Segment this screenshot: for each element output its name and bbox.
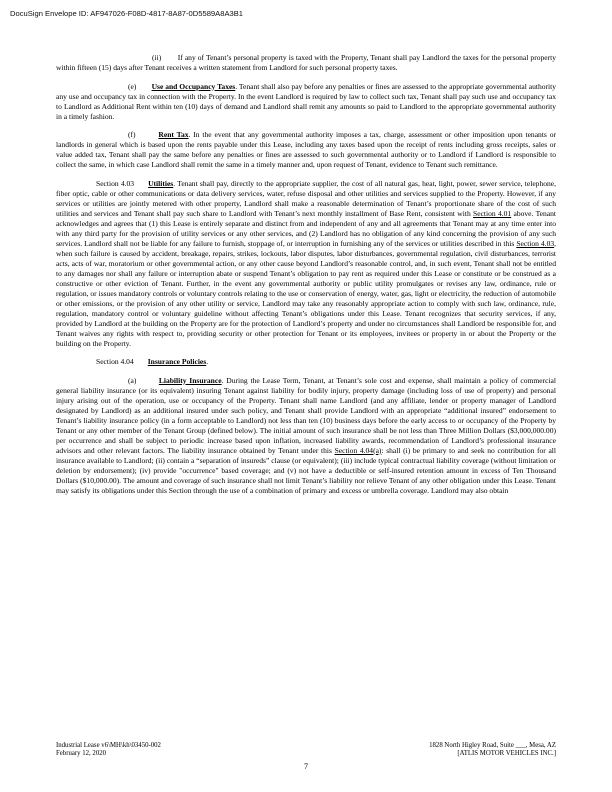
section-text: . bbox=[206, 357, 209, 366]
section-text: . Tenant shall pay, directly to the appropriate supplier, the cost of all natural gas, heat, light, power, sewer service, telephone, fiber optic, cable or other communications or data delivery services, water, refuse disposal and other utilities and services supplied to the Property. However, if any services or utilities are jointly metered with other property, Landlord shall make a reasonable determination of Tenant’s proportionate share of the cost of such utilities and services and Tenant shall pay such share to Landlord with Tenant’s next monthly installment of Base Rent, consistent with bbox=[56, 178, 557, 218]
clause-number: (e) bbox=[128, 81, 137, 91]
paragraph-section-4-03-utilities bbox=[56, 179, 556, 349]
clause-heading: Liability Insurance bbox=[158, 375, 222, 385]
docusign-envelope-id: DocuSign Envelope ID: AF947026-F08D-4817-8A87-0D5589A8A3B1 bbox=[10, 9, 244, 18]
footer-left bbox=[56, 742, 161, 758]
paragraph-liability-insurance bbox=[56, 376, 556, 496]
footer-date: February 12, 2020 bbox=[56, 750, 107, 758]
paragraph-personal-property-tax bbox=[56, 53, 556, 73]
paragraph-use-occupancy-taxes bbox=[56, 82, 556, 122]
clause-number: (ii) bbox=[152, 53, 162, 62]
clause-text: If any of Tenant’s personal property is taxed with the Property, Tenant shall pay Landlord the taxes for the personal property within fifteen (15) days after Tenant receives a written statement from Landlord for such personal property taxes. bbox=[56, 53, 556, 72]
clause-heading: Rent Tax bbox=[158, 130, 189, 139]
section-number: Section 4.04 bbox=[96, 357, 134, 366]
cross-reference-link: Section 4.04(a) bbox=[334, 445, 382, 455]
document-body bbox=[56, 53, 556, 504]
paragraph-section-4-04-insurance bbox=[56, 357, 556, 367]
clause-text: . During the Lease Term, Tenant, at Tenant’s sole cost and expense, shall maintain a policy of commercial general liability insurance (or its equivalent) insuring Tenant against liability for bodily injury, property damage (including loss of use of property) and personal injury arising out of the operation, use or occupancy of the Property. Tenant shall name Landlord (and any affiliate, lender or property manager of Landlord designated by Landlord) as an additional insured under such policy, and Tenant shall provide Landlord with an appropriate “additional insured” endorsement to Tenant’s liability insurance policy (in a form acceptable to Landlord) not less than ten (10) business days before the early access to or occupancy of the Property by Tenant or any other member of the Tenant Group (defined below). The initial amount of such insurance shall be not less than Three Million Dollars ($3,000,000.00) per occurrence and shall be subject to periodic increase based upon inflation, increased liability awards, recommendation of Landlord’s professional insurance advisors and other relevant factors. The liability insurance obtained by Tenant under this bbox=[56, 375, 557, 455]
section-heading: Utilities bbox=[148, 178, 174, 188]
cross-reference-link: Section 4.03 bbox=[516, 238, 555, 248]
section-heading: Insurance Policies bbox=[147, 357, 207, 366]
footer-party: [ATLIS MOTOR VEHICLES INC.] bbox=[457, 750, 556, 758]
clause-text: . Tenant shall also pay before any penalties or fines are assessed to the appropriate governmental authority any use and occupancy tax in connection with the Property. In the event Landlord is required by law to collect such tax, Tenant shall pay such use and occupancy tax to Landlord as Additional Rent within ten (10) days of demand and Landlord shall remit any amounts so paid to Landlord to the appropriate governmental authority in a timely fashion. bbox=[56, 81, 556, 121]
footer-address: 1828 North Higley Road, Suite ___, Mesa, AZ bbox=[429, 742, 556, 749]
section-text: , when such failure is caused by accident, breakage, repairs, strikes, lockouts, labor disputes, labor disturbances, governmental regulation, civil disturbances, terrorist acts, acts of war, moratorium or other governmental action, or any other cause beyond Landlord’s reasonable control, and, in such event, Tenant shall not be entitled to any damages nor shall any failure or interruption abate or suspend Tenant’s obligation to pay rent as required under this Lease or constitute or be construed as a constructive or other eviction of Tenant. Further, in the event any governmental authority or public utility promulgates or revises any law, ordinance, rule or regulation, or issues mandatory controls or voluntary controls relating to the use or conservation of energy, water, gas, light or electricity, the reduction of automobile or other emissions, or the provision of any other utility or service, Landlord may take any reasonably appropriate action to comply with such law, ordinance, rule, regulation, mandatory control or voluntary guideline without affecting Tenant’s obligations under this Lease. Tenant recognizes that security services, if any, provided by Landlord at the building on the Property are for the protection of Landlord’s property and under no circumstances shall Landlord be responsible for, and Tenant waives any rights with respect to, providing security or other protection for Tenant or its employees, invitees or property in or about the Property or the building on the Property. bbox=[56, 238, 557, 348]
cross-reference-link: Section 4.01 bbox=[473, 208, 512, 218]
section-text: above. Tenant acknowledges and agrees that (1) this Lease is entirely separate and distinct from and independent of any and all agreements that Tenant may at any time enter into with any third party for the provision of utility services or any other services, and (2) Landlord has no obligation of any kind concerning the provision of any such services. Landlord shall not be liable for any failure to furnish, stoppage of, or interruption in furnishing any of the services or utilities described in this bbox=[56, 208, 556, 248]
section-number: Section 4.03 bbox=[96, 178, 135, 188]
clause-text: . In the event that any governmental authority imposes a tax, charge, assessment or other imposition upon tenants or landlords in general which is based upon the rents payable under this Lease, including any taxes based upon the receipt of rents including gross receipts, sales or value added tax, Tenant shall pay the same before any penalties or fines are assessed to such governmental authority or to Landlord if Landlord is responsible to collect the same, in which case Landlord shall remit the same in a timely manner and, upon request of Tenant, evidence to Tenant such remittance. bbox=[56, 130, 557, 169]
paragraph-rent-tax bbox=[56, 130, 556, 170]
clause-number: (a) bbox=[128, 375, 137, 385]
footer-document-id: Industrial Lease v6\MH\kh\03450-002 bbox=[56, 742, 161, 749]
clause-text: : shall (i) be primary to and seek no contribution for all insurance available to Landlord; (ii) contain a “separation of insureds” clause (or equivalent); (iii) include typical contractual liability coverage (without limitation or deletion by endorsement); (iv) provide "occurrence" based coverage; and (v) not have a deductible or self-insured retention amount in excess of Ten Thousand Dollars ($10,000.00). The amount and coverage of such insurance shall not limit Tenant’s liability nor relieve Tenant of any other obligation under this Lease. Tenant may satisfy its obligations under this Section through the use of a combination of primary and excess or umbrella coverage. Landlord may also obtain bbox=[56, 445, 556, 495]
footer-right bbox=[429, 742, 556, 758]
clause-number: (f) bbox=[128, 130, 136, 139]
clause-heading: Use and Occupancy Taxes bbox=[151, 81, 236, 91]
page-number: 7 bbox=[304, 762, 308, 771]
